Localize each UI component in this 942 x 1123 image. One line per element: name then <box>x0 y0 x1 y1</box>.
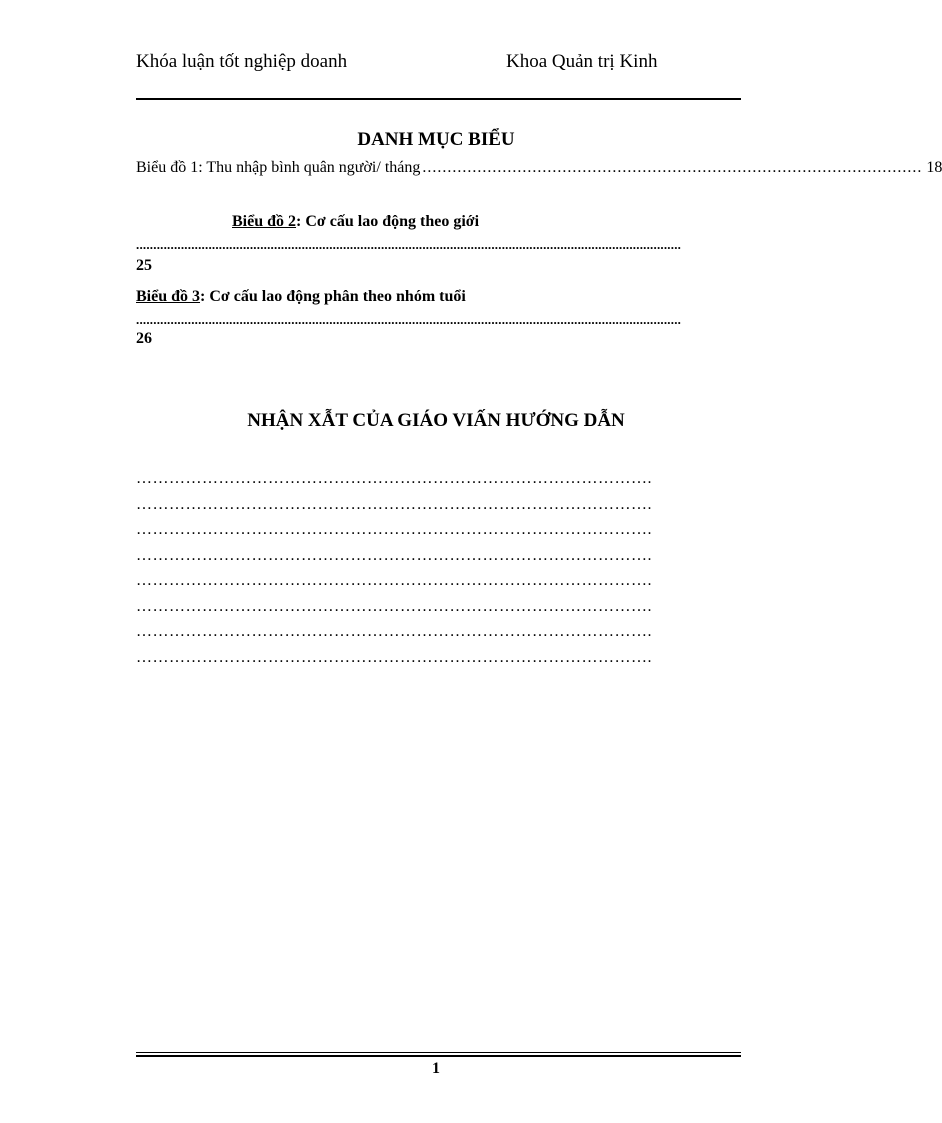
footer-rule-thin <box>136 1052 741 1053</box>
toc-entry-3-leader: .............................................................................................................................................................. <box>136 312 682 327</box>
toc-entry-1-page: 18 <box>926 159 942 176</box>
comment-line: …………………………………………………………………………………. <box>136 495 652 513</box>
header-left-text: Khóa luận tốt nghiệp doanh <box>136 51 348 72</box>
toc-entry-3 <box>136 286 466 308</box>
header-right-text: Khoa Quản trị Kinh <box>506 51 658 72</box>
comment-line: …………………………………………………………………………………. <box>136 572 652 589</box>
comment-line: …………………………………………………………………………………. <box>136 546 652 564</box>
comment-lines <box>136 466 738 670</box>
toc-entry-2 <box>232 211 479 233</box>
toc-entry-1-leader: .................................................................................................... <box>422 159 923 176</box>
toc-entry-2-text: : Cơ cấu lao động theo giới <box>296 213 480 230</box>
comment-line: …………………………………………………………………………………. <box>136 470 652 487</box>
comment-line: …………………………………………………………………………………. <box>136 648 652 666</box>
comments-title: NHẬN XẪT CỦA GIÁO VIẤN HƯỚNG DẪN <box>247 410 625 431</box>
comment-line: …………………………………………………………………………………. <box>136 597 652 615</box>
toc-entry-3-label: Biểu đồ 3 <box>136 288 201 305</box>
toc-entry-1-text: Biểu đồ 1: Thu nhập bình quân người/ tháng <box>136 159 421 176</box>
toc-entry-2-leader: .............................................................................................................................................................. <box>136 237 682 252</box>
comment-line: …………………………………………………………………………………. <box>136 521 652 538</box>
toc-entry-1 <box>136 157 942 179</box>
toc-entry-3-text: : Cơ cấu lao động phân theo nhóm tuổi <box>200 288 466 305</box>
toc-entry-3-page: 26 <box>136 330 152 347</box>
toc-title: DANH MỤC BIỂU <box>357 129 515 150</box>
footer-rule-thick <box>136 1055 741 1057</box>
toc-entry-2-page: 25 <box>136 257 152 274</box>
footer-page-number: 1 <box>432 1060 440 1077</box>
toc-entry-2-label: Biểu đồ 2 <box>232 213 297 230</box>
comment-line: …………………………………………………………………………………. <box>136 623 652 640</box>
header-rule <box>136 98 741 100</box>
